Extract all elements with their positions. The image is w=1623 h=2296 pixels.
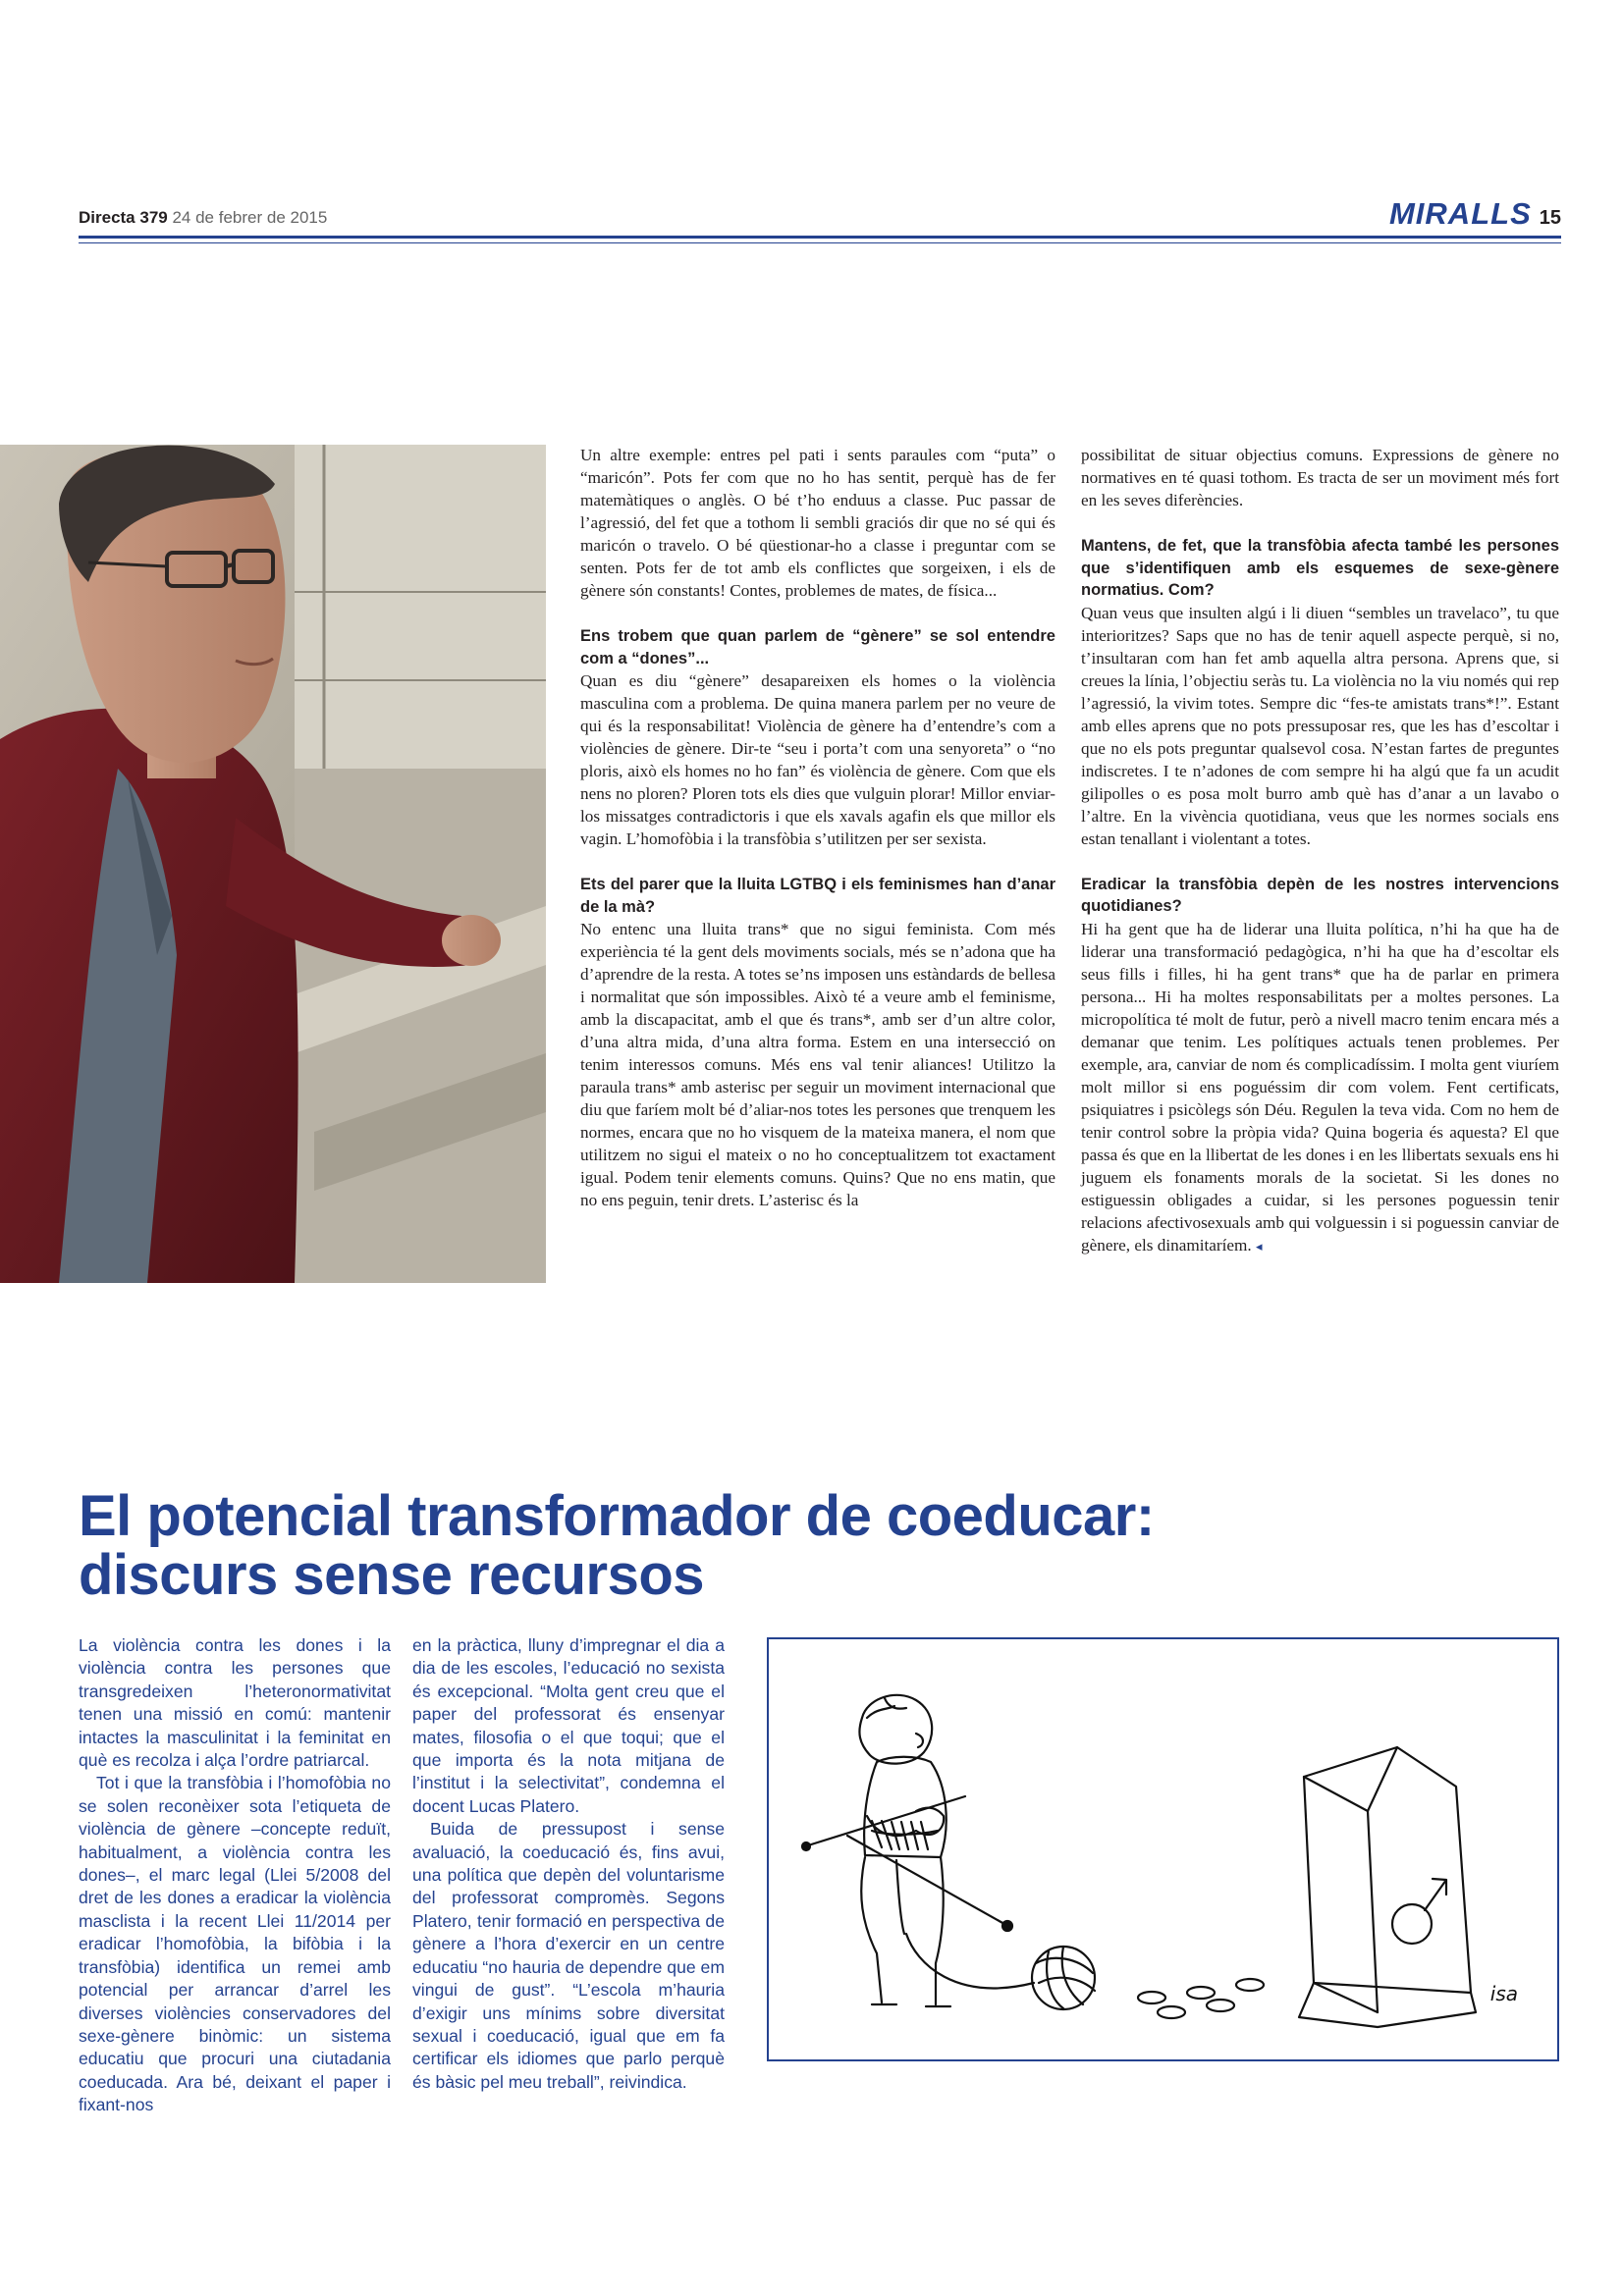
interview-question: Mantens, de fet, que la transfòbia afecta també les persones que s’identifiquen amb els esquemes de sexe-gènere normatius. Com?: [1081, 537, 1559, 599]
sidebar-paragraph: Tot i que la transfòbia i l’homofòbia no se solen reconèixer sota l’etiqueta de violència de gènere –concepte reduït, habitualment, a violència contra les dones–, el marc legal (Llei 5/2008 del dret de les dones a eradicar la violència masclista i la recent Llei 11/2014 per eradicar l’homofòbia, la bifòbia i la transfòbia) identifica un remei amb potencial per arrancar d’arrel les diverses violències conservadores del sexe-gènere binòmic: un sistema educatiu que procuri una ciutadania coeducada. Ara bé, deixant el paper i fixant-nos: [79, 1773, 391, 2115]
sidebar-paragraph: La violència contra les dones i la violència contra les persones que transgredeixen l’heteronormativitat tenen una missió en comú: mantenir intactes la masculinitat i la feminitat en què es recolza i alça l’ordre patriarcal.: [79, 1635, 391, 1771]
page-header: [79, 196, 1561, 232]
answer-paragraph: Un altre exemple: entres pel pati i sents paraules com “puta” o “maricón”. Pots fer com que no ho has sentit, perquè has de fer matemàtiques o anglès. O bé t’ho enduus a classe. Puc passar de l’agressió, del fet que a tothom li sembli graciós dir que no sé qui és maricón o travelo. O bé qüestionar-ho a classe i preguntar com se senten. Pots fer de tot amb els conflictes que sorgeixen, i els de gènere són constants! Contes, problemes de mates, de física...: [580, 446, 1055, 600]
section-name: MIRALLS: [1388, 196, 1532, 231]
header-rule-thin: [79, 242, 1561, 243]
interview-question: Ets del parer que la lluita LGTBQ i els feminismes han d’anar de la mà?: [580, 876, 1055, 916]
publication-name: Directa 379: [79, 208, 168, 227]
publication-date: 24 de febrer de 2015: [172, 208, 328, 227]
headline-line-1: El potencial transformador de coeducar:: [79, 1484, 1155, 1548]
yarn-ball-drawing: [1032, 1947, 1095, 2009]
publication-line: [79, 208, 327, 228]
answer-text: Hi ha gent que ha de liderar una lluita política, n’hi ha que ha de liderar una transformació pedagògica, n’hi ha que ha d’escoltar els seus fills i filles, hi ha gent trans* que ha de parlar en primera persona... Hi ha moltes responsabilitats per a moltes persones. La micropolítica té molt de futur, però a nivell macro tenim encara més a demanar que tenim. Les polítiques actuals tenen problemes. Per exemple, ara, canviar de nom és complicadíssim. I molta gent viuríem molt millor si ens poguéssim dir com volem. Fent certificats, psiquiatres i psicòlegs són Déu. Regulen la teva vida. Com no hem de tenir control sobre la pròpia vida? Quina bogeria és aquesta? El que passa és que en la llibertat de les dones i en les llibertats sexuals ens hi juguem els fonaments morals de la societat. Si les dones no estiguessin obligades a cuidar, si les persones poguessin tenir relacions afectivosexuals amb qui volguessin i si poguessin canviar de gènere, els dinamitaríem.: [1081, 919, 1559, 1255]
interview-column-1: [580, 444, 1055, 1211]
answer-paragraph: [1081, 918, 1559, 1258]
sidebar-headline: [79, 1484, 1502, 1607]
header-rule: [79, 236, 1561, 239]
interview-column-2: [1081, 444, 1559, 1258]
sidebar-column-2: [412, 1634, 725, 2094]
page-number: 15: [1539, 207, 1561, 229]
interview-question: Ens trobem que quan parlem de “gènere” se sol entendre com a “dones”...: [580, 627, 1055, 667]
child-knitting-drawing: [802, 1695, 1034, 2006]
cartoon-signature: isa: [1489, 1982, 1518, 2005]
portrait-photo: [0, 445, 546, 1283]
answer-paragraph: No entenc una lluita trans* que no sigui feminista. Com més experiència té la gent dels moviments socials, més se n’adona que ha d’aprendre de la resta. A totes se’ns imposen uns estàndards de bellesa i normalitat que són impossibles. Això té a veure amb el feminisme, amb la discapacitat, amb el que és trans*, amb ser d’un altre color, d’una altra mida, d’una altra forma. Estem en una intersecció on tenim interessos comuns. Més ens val tenir aliances! Utilitzo la paraula trans* amb asterisc per seguir un moviment internacional que diu que faríem molt bé d’aliar-nos totes les persones que trenquem les normes, encara que no ho visquem de la mateixa manera, el nom que utilitzem no sigui el mateix o no ho conceptualitzem tot exactament igual. Podem tenir elements comuns. Quins? Que no ens matin, que no ens peguin, tenir drets. L’asterisc és la: [580, 920, 1055, 1209]
answer-paragraph: Quan veus que insulten algú i li diuen “sembles un travelaco”, tu que interioritzes? Saps que no has de tenir aquell aspecte perquè, si no, t’insultaran com han fet amb aquella altra persona. Aprens que, si creues la línia, l’objectiu seràs tu. La violència no la viu només qui rep l’agressió, la vivim totes. Sempre dic “fes-te amistats trans*!”. Estant amb elles aprens que no pots pressuposar res, que les has d’escoltar i que no els pots preguntar qualsevol cosa. N’estan fartes de preguntes indiscretes. I te n’adones de com sempre hi ha algú que fa un acudit gilipolles o es posa molt burro amb què has d’anar a un lavabo o l’altre. En la vivència quotidiana, veus que les normes socials ens estan tenallant i violentant a totes.: [1081, 603, 1559, 848]
footprints-drawing: [1138, 1979, 1264, 2018]
section-label: [1389, 196, 1561, 232]
answer-paragraph: Quan es diu “gènere” desapareixen els homes o la violència masculina com a problema. De quina manera parlem per no veure de qui és la responsabilitat! Violència de gènere ha d’entendre’s com a violències de gènere. Dir-te “seu i porta’t com una senyoreta” o “no ploris, això els homes no ho fan” és violència de gènere. Com que els nens no ploren? Ploren tots els dies que vulguin plorar! Millor enviar-los missatges contradictoris i que els xavals agafin els que millor els vagin. L’homofòbia i la transfòbia s’utilitzen per ser sexista.: [580, 671, 1055, 848]
cartoon-illustration: [767, 1637, 1559, 2061]
box-with-male-symbol-drawing: [1299, 1747, 1476, 2027]
answer-paragraph: possibilitat de situar objectius comuns. Expressions de gènere no normatives en té quasi tothom. Es tracta de ser un moviment més fort en les seves diferències.: [1081, 446, 1559, 509]
sidebar-paragraph: Buida de pressupost i sense avaluació, la coeducació és, fins avui, una política que depèn del voluntarisme del professorat compromès. Segons Platero, tenir formació en perspectiva de gènere a l’hora d’exercir en un centre educatiu “no hauria de dependre que em vingui de gust”. “L’escola m’hauria d’exigir uns mínims sobre diversitat sexual i coeducació, igual que em fa certificar els idiomes que parlo perquè és bàsic pel meu treball”, reivindica.: [412, 1819, 725, 2092]
end-mark-icon: ◂: [1256, 1239, 1263, 1255]
sidebar-paragraph: en la pràctica, lluny d’impregnar el dia a dia de les escoles, l’educació no sexista és excepcional. “Molta gent creu que el paper del professorat és ensenyar mates, filosofia o el que toqui; que el que importa és la nota mitjana de l’institut i la selectivitat”, condemna el docent Lucas Platero.: [412, 1635, 725, 1816]
headline-line-2: discurs sense recursos: [79, 1543, 705, 1607]
interview-question: Eradicar la transfòbia depèn de les nostres intervencions quotidianes?: [1081, 875, 1559, 915]
sidebar-column-1: [79, 1634, 391, 2117]
